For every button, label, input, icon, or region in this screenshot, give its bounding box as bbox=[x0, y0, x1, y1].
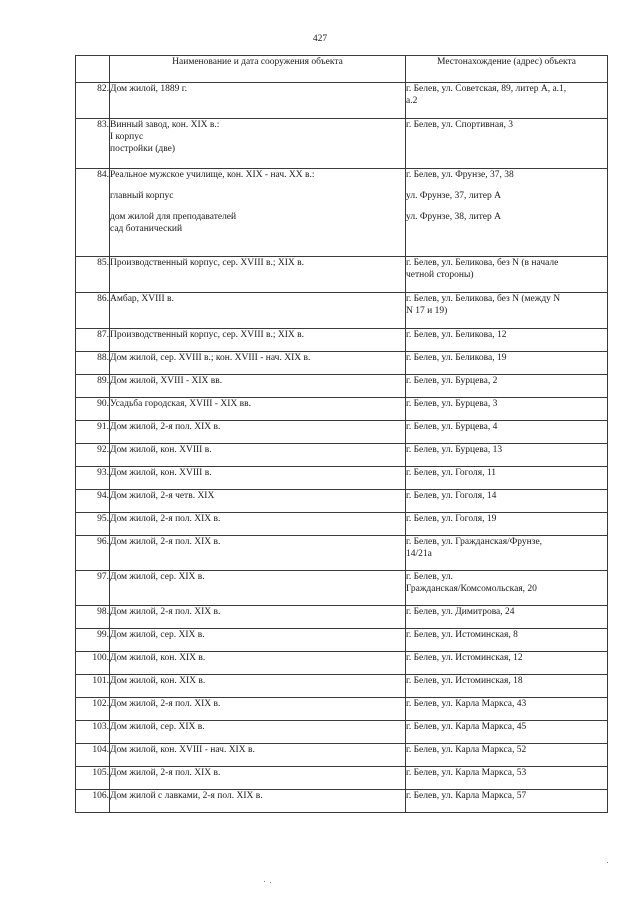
row-number-cell: 100. bbox=[76, 652, 110, 675]
row-number-cell: 97. bbox=[76, 571, 110, 606]
object-address-cell bbox=[406, 421, 608, 444]
object-address-line: г. Белев, ул. Гоголя, 19 bbox=[406, 514, 497, 524]
object-name-line: Усадьба городская, XVIII - XIX вв. bbox=[110, 399, 251, 409]
object-address-line: г. Белев, ул. bbox=[406, 572, 453, 582]
object-address-cell bbox=[406, 767, 608, 790]
object-name-line: Винный завод, кон. XIX в.: bbox=[110, 120, 220, 130]
row-number-cell: 101. bbox=[76, 675, 110, 698]
object-name-cell bbox=[110, 629, 406, 652]
object-name-line: Дом жилой, XVIII - XIX вв. bbox=[110, 376, 223, 386]
table-row bbox=[76, 119, 608, 169]
object-address-cell bbox=[406, 83, 608, 119]
object-address-cell bbox=[406, 698, 608, 721]
object-address-cell bbox=[406, 490, 608, 513]
object-name-cell bbox=[110, 571, 406, 606]
object-name-line: сад ботанический bbox=[110, 224, 183, 234]
object-address-line: г. Белев, ул. Беликова, 19 bbox=[406, 353, 507, 363]
object-address-cell bbox=[406, 629, 608, 652]
object-name-line: Дом жилой, кон. XIX в. bbox=[110, 676, 206, 686]
object-address-cell bbox=[406, 467, 608, 490]
heritage-objects-table bbox=[75, 55, 608, 813]
table-row bbox=[76, 698, 608, 721]
object-name-line: I корпус bbox=[110, 132, 144, 142]
row-number-cell: 106. bbox=[76, 790, 110, 813]
object-name-line: Дом жилой, 1889 г. bbox=[110, 84, 187, 94]
object-address-line: ул. Фрунзе, 38, литер А bbox=[406, 212, 501, 222]
line-spacer bbox=[110, 202, 405, 211]
object-name-line: дом жилой для преподавателей bbox=[110, 212, 237, 222]
object-name-line: постройки (две) bbox=[110, 144, 176, 154]
table-row bbox=[76, 790, 608, 813]
scan-speck bbox=[270, 882, 271, 883]
row-number-cell: 93. bbox=[76, 467, 110, 490]
object-name-line: Дом жилой, сер. XIX в. bbox=[110, 630, 205, 640]
object-address-line: г. Белев, ул. Спортивная, 3 bbox=[406, 120, 513, 130]
row-number-cell: 105. bbox=[76, 767, 110, 790]
table-row bbox=[76, 490, 608, 513]
object-address-cell bbox=[406, 329, 608, 352]
row-number-cell: 82. bbox=[76, 83, 110, 119]
header-number-cell bbox=[76, 56, 110, 83]
table-row bbox=[76, 375, 608, 398]
row-number-cell: 95. bbox=[76, 513, 110, 536]
scan-speck bbox=[264, 881, 265, 882]
object-name-cell bbox=[110, 790, 406, 813]
table-row bbox=[76, 744, 608, 767]
object-address-line: г. Белев, ул. Истоминская, 18 bbox=[406, 676, 523, 686]
table-row bbox=[76, 83, 608, 119]
object-address-line: г. Белев, ул. Бурцева, 13 bbox=[406, 445, 503, 455]
object-name-cell bbox=[110, 490, 406, 513]
line-spacer bbox=[406, 223, 607, 232]
row-number-cell: 94. bbox=[76, 490, 110, 513]
object-address-line: г. Белев, ул. Гоголя, 14 bbox=[406, 491, 497, 501]
object-name-cell bbox=[110, 257, 406, 293]
row-number-cell: 86. bbox=[76, 293, 110, 329]
row-number-cell: 92. bbox=[76, 444, 110, 467]
row-number-cell: 90. bbox=[76, 398, 110, 421]
row-number-cell: 84. bbox=[76, 169, 110, 257]
row-number-cell: 96. bbox=[76, 536, 110, 571]
object-address-cell bbox=[406, 119, 608, 169]
object-name-line: Дом жилой, сер. XIX в. bbox=[110, 722, 205, 732]
table-body bbox=[76, 83, 608, 813]
object-address-line: N 17 и 19) bbox=[406, 306, 448, 316]
header-address-cell: Местонахождение (адрес) объекта bbox=[406, 56, 608, 83]
table-row bbox=[76, 513, 608, 536]
object-address-line: а.2 bbox=[406, 96, 418, 106]
row-number-cell: 91. bbox=[76, 421, 110, 444]
object-address-cell bbox=[406, 352, 608, 375]
object-address-cell bbox=[406, 444, 608, 467]
table-row bbox=[76, 675, 608, 698]
object-address-line: г. Белев, ул. Фрунзе, 37, 38 bbox=[406, 170, 514, 180]
object-name-line: Реальное мужское училище, кон. XIX - нач. XX в.: bbox=[110, 170, 315, 180]
object-name-cell bbox=[110, 83, 406, 119]
row-number-cell: 102. bbox=[76, 698, 110, 721]
object-name-cell bbox=[110, 352, 406, 375]
object-name-cell bbox=[110, 421, 406, 444]
object-address-line: 14/21а bbox=[406, 549, 432, 559]
object-address-cell bbox=[406, 606, 608, 629]
object-name-cell bbox=[110, 744, 406, 767]
object-name-line: Производственный корпус, сер. XVIII в.; XIX в. bbox=[110, 330, 305, 340]
object-address-cell bbox=[406, 398, 608, 421]
object-address-line: г. Белев, ул. Бурцева, 4 bbox=[406, 422, 498, 432]
table-row bbox=[76, 536, 608, 571]
object-name-cell bbox=[110, 169, 406, 257]
object-address-line: г. Белев, ул. Бурцева, 2 bbox=[406, 376, 498, 386]
row-number-cell: 103. bbox=[76, 721, 110, 744]
object-address-line: г. Белев, ул. Карла Маркса, 45 bbox=[406, 722, 527, 732]
table-row bbox=[76, 467, 608, 490]
object-name-cell bbox=[110, 513, 406, 536]
object-name-cell bbox=[110, 652, 406, 675]
header-name-cell: Наименование и дата сооружения объекта bbox=[110, 56, 406, 83]
line-spacer bbox=[110, 181, 405, 190]
table-row bbox=[76, 329, 608, 352]
table-row bbox=[76, 444, 608, 467]
object-address-line: г. Белев, ул. Истоминская, 12 bbox=[406, 653, 523, 663]
table-row bbox=[76, 571, 608, 606]
object-address-cell bbox=[406, 513, 608, 536]
object-name-cell bbox=[110, 467, 406, 490]
table-row bbox=[76, 169, 608, 257]
object-name-cell bbox=[110, 293, 406, 329]
object-address-line: г. Белев, ул. Карла Маркса, 53 bbox=[406, 768, 527, 778]
object-address-line: г. Белев, ул. Беликова, 12 bbox=[406, 330, 507, 340]
table-row bbox=[76, 606, 608, 629]
object-name-cell bbox=[110, 698, 406, 721]
object-name-cell bbox=[110, 675, 406, 698]
object-address-line: г. Белев, ул. Беликова, без N (в начале bbox=[406, 258, 559, 268]
table-header bbox=[76, 56, 608, 83]
object-address-line: г. Белев, ул. Советская, 89, литер А, а.1, bbox=[406, 84, 567, 94]
object-name-line: Дом жилой, 2-я пол. XIX в. bbox=[110, 607, 221, 617]
header-row bbox=[76, 56, 608, 83]
row-number-cell: 98. bbox=[76, 606, 110, 629]
object-address-line: Гражданская/Комсомольская, 20 bbox=[406, 584, 537, 594]
object-name-line: Дом жилой, кон. XVIII в. bbox=[110, 468, 212, 478]
object-name-cell bbox=[110, 606, 406, 629]
object-name-line: Дом жилой, сер. XIX в. bbox=[110, 572, 205, 582]
row-number-cell: 87. bbox=[76, 329, 110, 352]
line-spacer bbox=[406, 181, 607, 190]
table-row bbox=[76, 629, 608, 652]
object-address-line: г. Белев, ул. Беликова, без N (между N bbox=[406, 294, 561, 304]
object-name-line: Дом жилой с лавками, 2-я пол. XIX в. bbox=[110, 791, 263, 801]
object-address-line: г. Белев, ул. Карла Маркса, 52 bbox=[406, 745, 527, 755]
object-name-line: главный корпус bbox=[110, 191, 174, 201]
object-name-cell bbox=[110, 444, 406, 467]
object-address-line: г. Белев, ул. Карла Маркса, 43 bbox=[406, 699, 527, 709]
object-name-cell bbox=[110, 375, 406, 398]
object-address-cell bbox=[406, 571, 608, 606]
table-row bbox=[76, 293, 608, 329]
table-row bbox=[76, 398, 608, 421]
object-address-cell bbox=[406, 652, 608, 675]
object-name-line: Дом жилой, 2-я пол. XIX в. bbox=[110, 422, 221, 432]
object-address-line: г. Белев, ул. Димитрова, 24 bbox=[406, 607, 515, 617]
object-name-line: Дом жилой, сер. XVIII в.; кон. XVIII - нач. XIX в. bbox=[110, 353, 311, 363]
object-address-cell bbox=[406, 536, 608, 571]
object-name-cell bbox=[110, 536, 406, 571]
object-name-line: Производственный корпус, сер. XVIII в.; XIX в. bbox=[110, 258, 305, 268]
object-address-cell bbox=[406, 744, 608, 767]
object-address-cell bbox=[406, 675, 608, 698]
scan-speck bbox=[607, 862, 608, 863]
object-address-line: г. Белев, ул. Гражданская/Фрунзе, bbox=[406, 537, 543, 547]
object-address-cell bbox=[406, 293, 608, 329]
row-number-cell: 99. bbox=[76, 629, 110, 652]
object-address-line: ул. Фрунзе, 37, литер А bbox=[406, 191, 501, 201]
object-address-line: г. Белев, ул. Бурцева, 3 bbox=[406, 399, 498, 409]
object-name-cell bbox=[110, 119, 406, 169]
object-address-cell bbox=[406, 721, 608, 744]
row-number-cell: 89. bbox=[76, 375, 110, 398]
object-name-cell bbox=[110, 721, 406, 744]
object-name-cell bbox=[110, 767, 406, 790]
object-name-line: Дом жилой, 2-я пол. XIX в. bbox=[110, 514, 221, 524]
object-address-cell bbox=[406, 169, 608, 257]
object-name-line: Дом жилой, 2-я пол. XIX в. bbox=[110, 768, 221, 778]
table-row bbox=[76, 652, 608, 675]
row-number-cell: 88. bbox=[76, 352, 110, 375]
table-row bbox=[76, 352, 608, 375]
object-address-line: четной стороны) bbox=[406, 270, 474, 280]
row-number-cell: 104. bbox=[76, 744, 110, 767]
object-name-line: Дом жилой, кон. XVIII в. bbox=[110, 445, 212, 455]
object-name-line: Дом жилой, 2-я пол. XIX в. bbox=[110, 537, 221, 547]
object-name-line: Дом жилой, 2-я пол. XIX в. bbox=[110, 699, 221, 709]
table-row bbox=[76, 421, 608, 444]
object-address-line: г. Белев, ул. Истоминская, 8 bbox=[406, 630, 518, 640]
object-address-cell bbox=[406, 790, 608, 813]
object-name-cell bbox=[110, 398, 406, 421]
object-address-cell bbox=[406, 375, 608, 398]
object-name-line: Дом жилой, кон. XVIII - нач. XIX в. bbox=[110, 745, 255, 755]
row-number-cell: 83. bbox=[76, 119, 110, 169]
object-address-line: г. Белев, ул. Гоголя, 11 bbox=[406, 468, 496, 478]
table-row bbox=[76, 721, 608, 744]
line-spacer bbox=[406, 202, 607, 211]
page-number: 427 bbox=[312, 34, 328, 44]
object-name-line: Дом жилой, кон. XIX в. bbox=[110, 653, 206, 663]
row-number-cell: 85. bbox=[76, 257, 110, 293]
object-name-line: Амбар, XVIII в. bbox=[110, 294, 174, 304]
object-name-cell bbox=[110, 329, 406, 352]
table-row bbox=[76, 257, 608, 293]
table-row bbox=[76, 767, 608, 790]
object-name-line: Дом жилой, 2-я четв. XIX bbox=[110, 491, 215, 501]
object-address-cell bbox=[406, 257, 608, 293]
object-address-line: г. Белев, ул. Карла Маркса, 57 bbox=[406, 791, 527, 801]
